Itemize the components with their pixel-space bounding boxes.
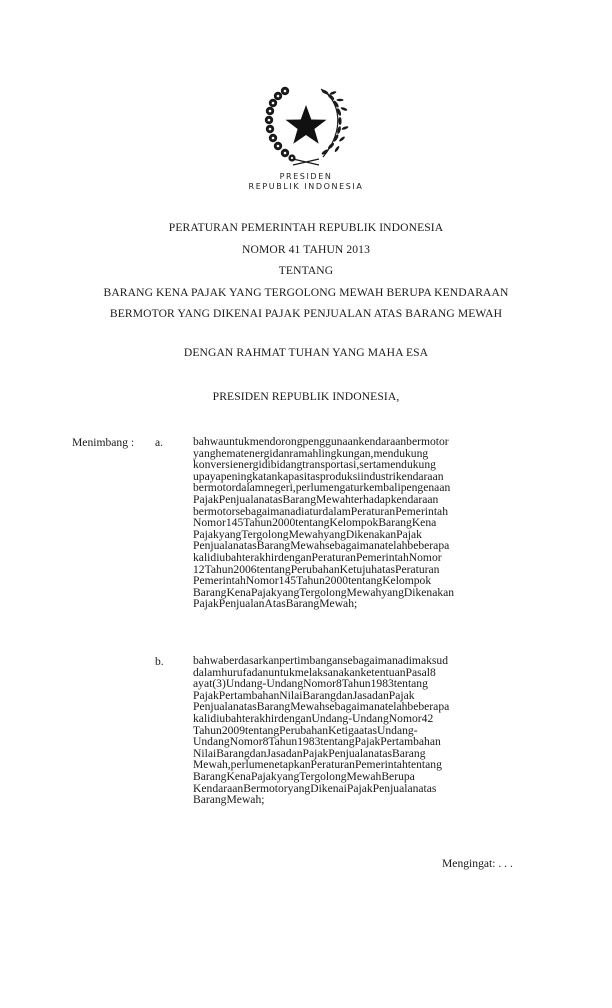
- regulation-about: TENTANG: [278, 264, 334, 277]
- text-line: konversienergidibidangtransportasi,sertamendukung: [193, 458, 436, 472]
- office-title-republik: REPUBLIK INDONESIA: [248, 182, 364, 191]
- text-line: Tahun2009tentangPerubahanKetigaatasUndang-: [193, 723, 418, 737]
- text-line: bahwauntukmendorongpenggunaankendaraanbermotor: [193, 435, 449, 448]
- text-line: upayapeningkatankapasitasproduksiindustrikendaraan: [193, 469, 444, 483]
- office-title-presiden: PRESIDEN: [279, 172, 333, 181]
- regulation-subject-line1: BARANG KENA PAJAK YANG TERGOLONG MEWAH BERUPA KENDARAAN: [103, 286, 509, 299]
- text-line: bermotordalamnegeri,perlumengaturkembalipengenaan: [193, 481, 451, 495]
- text-line: dalamhurufadanuntukmelaksanakanketentuanPasal8: [193, 665, 436, 679]
- text-line: bahwaberdasarkanpertimbangansebagaimanadimaksud: [193, 654, 448, 667]
- text-line: PajakPenjualanAtasBarangMewah;: [193, 597, 358, 611]
- text-line: PajakPertambahanNilaiBarangdanJasadanPajak: [193, 688, 415, 702]
- text-line: PenjualanatasBarangMewahsebagaimanatelahbeberapa: [193, 539, 450, 553]
- text-line: KendaraanBermotoryangDikenaiPajakPenjualanatas: [193, 781, 437, 795]
- continuation-marker: Mengingat: . . .: [442, 857, 513, 870]
- text-line: Mewah,perlumenetapkanPeraturanPemerintahtentang: [193, 758, 442, 772]
- text-line: PenjualanatasBarangMewahsebagaimanatelahbeberapa: [193, 700, 450, 714]
- text-line: BarangKenaPajakyangTergolongMewahBerupa: [193, 769, 415, 783]
- text-line: 12Tahun2006tentangPerubahanKetujuhatasPeraturan: [193, 562, 440, 576]
- item-marker-b: b.: [155, 655, 164, 668]
- text-line: bermotorsebagaimanadiaturdalamPeraturanPemerintah: [193, 504, 448, 518]
- consideration-b: [193, 655, 547, 806]
- text-line: NilaiBarangdanJasadanPajakPenjualanatasBarang: [193, 746, 426, 760]
- text-line: UndangNomor8Tahun1983tentangPajakPertambahan: [193, 735, 441, 749]
- text-line: PajakPenjualanatasBarangMewahterhadapkendaraan: [193, 492, 439, 506]
- garuda-star-emblem-icon: [263, 83, 349, 169]
- invocation: DENGAN RAHMAT TUHAN YANG MAHA ESA: [183, 346, 429, 359]
- issuer: PRESIDEN REPUBLIK INDONESIA,: [212, 390, 400, 403]
- text-line: yanghematenergidanramahlingkungan,mendukung: [193, 446, 429, 460]
- text-line: BarangMewah;: [193, 793, 265, 807]
- regulation-subject-line2: BERMOTOR YANG DIKENAI PAJAK PENJUALAN ATAS BARANG MEWAH: [109, 307, 503, 320]
- text-line: kalidiubahterakhirdenganUndang-UndangNomor42: [193, 711, 434, 725]
- text-line: ayat(3)Undang-UndangNomor8Tahun1983tentang: [193, 677, 428, 691]
- item-marker-a: a.: [155, 436, 164, 449]
- menimbang-label: Menimbang :: [72, 436, 135, 449]
- text-line: PajakyangTergolongMewahyangDikenakanPajak: [193, 527, 422, 541]
- text-line: PemerintahNomor145Tahun2000tentangKelompok: [193, 574, 432, 588]
- regulation-number: NOMOR 41 TAHUN 2013: [242, 243, 370, 256]
- text-line: kalidiubahterakhirdenganPeraturanPemerintahNomor: [193, 550, 442, 564]
- regulation-type: PERATURAN PEMERINTAH REPUBLIK INDONESIA: [168, 221, 444, 234]
- consideration-a: [193, 436, 547, 610]
- text-line: BarangKenaPajakyangTergolongMewahyangDikenakan: [193, 585, 455, 599]
- text-line: Nomor145Tahun2000tentangKelompokBarangKena: [193, 516, 437, 530]
